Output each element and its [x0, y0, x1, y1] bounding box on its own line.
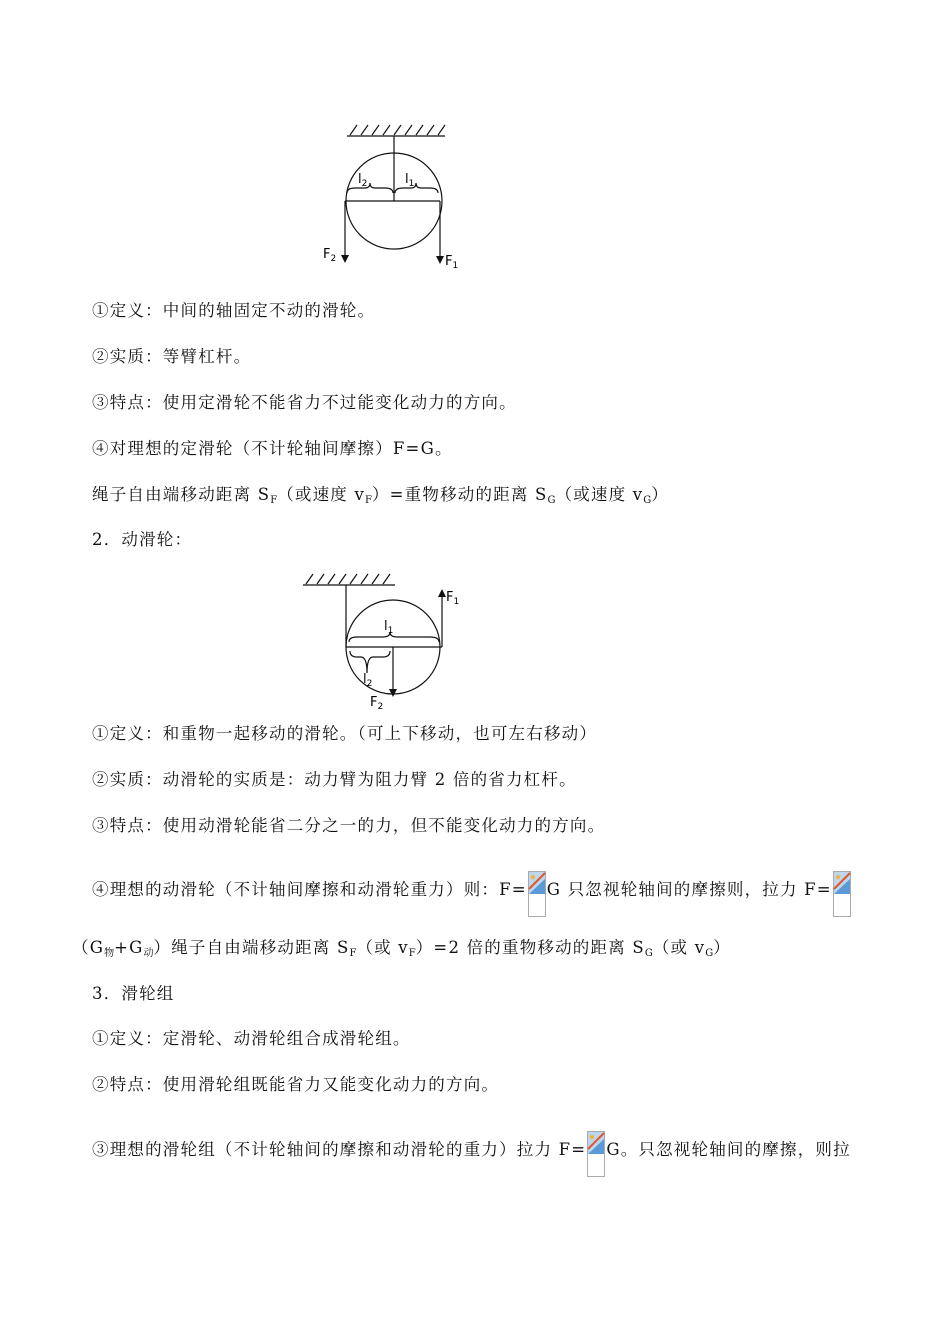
- pulley-block-definition: ①定义：定滑轮、动滑轮组合成滑轮组。: [92, 1029, 411, 1048]
- arrow-f1: [438, 589, 446, 597]
- label-l1: $l_1$: [384, 619, 394, 636]
- movable-pulley-essence: ②实质：动滑轮的实质是：动力臂为阻力臂 2 倍的省力杠杆。: [92, 770, 577, 789]
- movable-pulley-feature: ③特点：使用动滑轮能省二分之一的力，但不能变化动力的方向。: [92, 816, 606, 835]
- label-f1: $F_1$: [445, 254, 459, 271]
- fixed-pulley-essence: ②实质：等臂杠杆。: [92, 347, 252, 366]
- brace-l1: [349, 632, 439, 642]
- pulley-block-ideal: ③理想的滑轮组（不计轮轴间的摩擦和动滑轮的重力）拉力 F= G。只忽视轮轴间的摩擦，则拉: [92, 1131, 851, 1177]
- arrow-f1: [436, 256, 444, 264]
- label-l2: $l_2$: [363, 672, 373, 689]
- movable-pulley-definition: ①定义：和重物一起移动的滑轮。（可上下移动，也可左右移动）: [92, 724, 598, 743]
- label-l1: $l_1$: [405, 172, 415, 189]
- brace-l1: [395, 183, 438, 193]
- fixed-pulley-rope: 绳子自由端移动距离 SF（或速度 vF）=重物移动的距离 SG（或速度 vG）: [92, 485, 669, 506]
- label-f2: $F_2$: [323, 247, 337, 264]
- fixed-pulley-ideal: ④对理想的定滑轮（不计轮轴间摩擦）F=G。: [92, 439, 453, 458]
- fraction-image-icon: [833, 871, 851, 917]
- arrow-f2: [341, 255, 349, 263]
- arrow-f2: [389, 689, 397, 697]
- label-f1: $F_1$: [446, 590, 460, 607]
- movable-pulley-heading: 2．动滑轮：: [92, 530, 193, 549]
- label-l2: $l_2$: [358, 172, 368, 189]
- fixed-pulley-feature: ③特点：使用定滑轮不能省力不过能变化动力的方向。: [92, 393, 517, 412]
- pulley-block-feature: ②特点：使用滑轮组既能省力又能变化动力的方向。: [92, 1075, 500, 1094]
- pulley-block-heading: 3．滑轮组: [92, 984, 175, 1003]
- fixed-pulley-diagram: [315, 115, 475, 275]
- fraction-image-icon: [528, 871, 546, 917]
- label-f2: $F_2$: [370, 695, 384, 712]
- fixed-pulley-definition: ①定义：中间的轴固定不动的滑轮。: [92, 301, 376, 320]
- movable-pulley-diagram: [295, 565, 470, 715]
- movable-pulley-rope: （G物+G动）绳子自由端移动距离 SF（或 vF）=2 倍的重物移动的距离 SG（或 vG）: [72, 938, 731, 959]
- brace-l2: [350, 651, 390, 673]
- fraction-image-icon: [587, 1131, 605, 1177]
- brace-l2: [347, 183, 393, 193]
- movable-pulley-ideal: ④理想的动滑轮（不计轴间摩擦和动滑轮重力）则：F= G 只忽视轮轴间的摩擦则，拉力 F=: [92, 871, 852, 917]
